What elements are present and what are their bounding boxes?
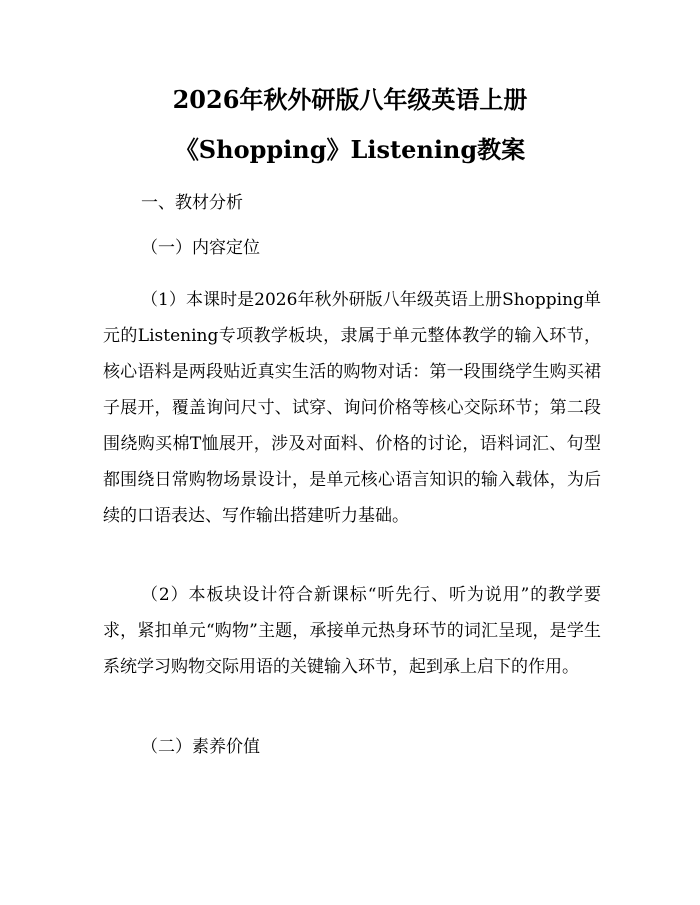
- document-title-line-1: 2026年秋外研版八年级英语上册: [172, 85, 528, 114]
- subsection-heading-content-positioning: （一）内容定位: [141, 238, 260, 258]
- section-heading-teaching-material-analysis: 一、教材分析: [141, 193, 243, 213]
- paragraph-content-positioning-1: （1）本课时是2026年秋外研版八年级英语上册Shopping单元的Listening专项教学板块，隶属于单元整体教学的输入环节，核心语料是两段贴近真实生活的购物对话：第一段围绕学生购买裙子展开，覆盖询问尺寸、试穿、询问价格等核心交际环节；第二段围绕购买棉T恤展开，涉及对面料、价格的讨论，语料词汇、句型都围绕日常购物场景设计，是单元核心语言知识的输入载体，为后续的口语表达、写作输出搭建听力基础。: [103, 290, 601, 526]
- document-title-line-2: 《Shopping》Listening教案: [174, 135, 526, 164]
- paragraph-content-positioning-2: （2）本板块设计符合新课标“听先行、听为说用”的教学要求，紧扣单元“购物”主题，承接单元热身环节的词汇呈现，是学生系统学习购物交际用语的关键输入环节，起到承上启下的作用。: [103, 585, 601, 677]
- subsection-heading-literacy-value: （二）素养价值: [141, 737, 260, 757]
